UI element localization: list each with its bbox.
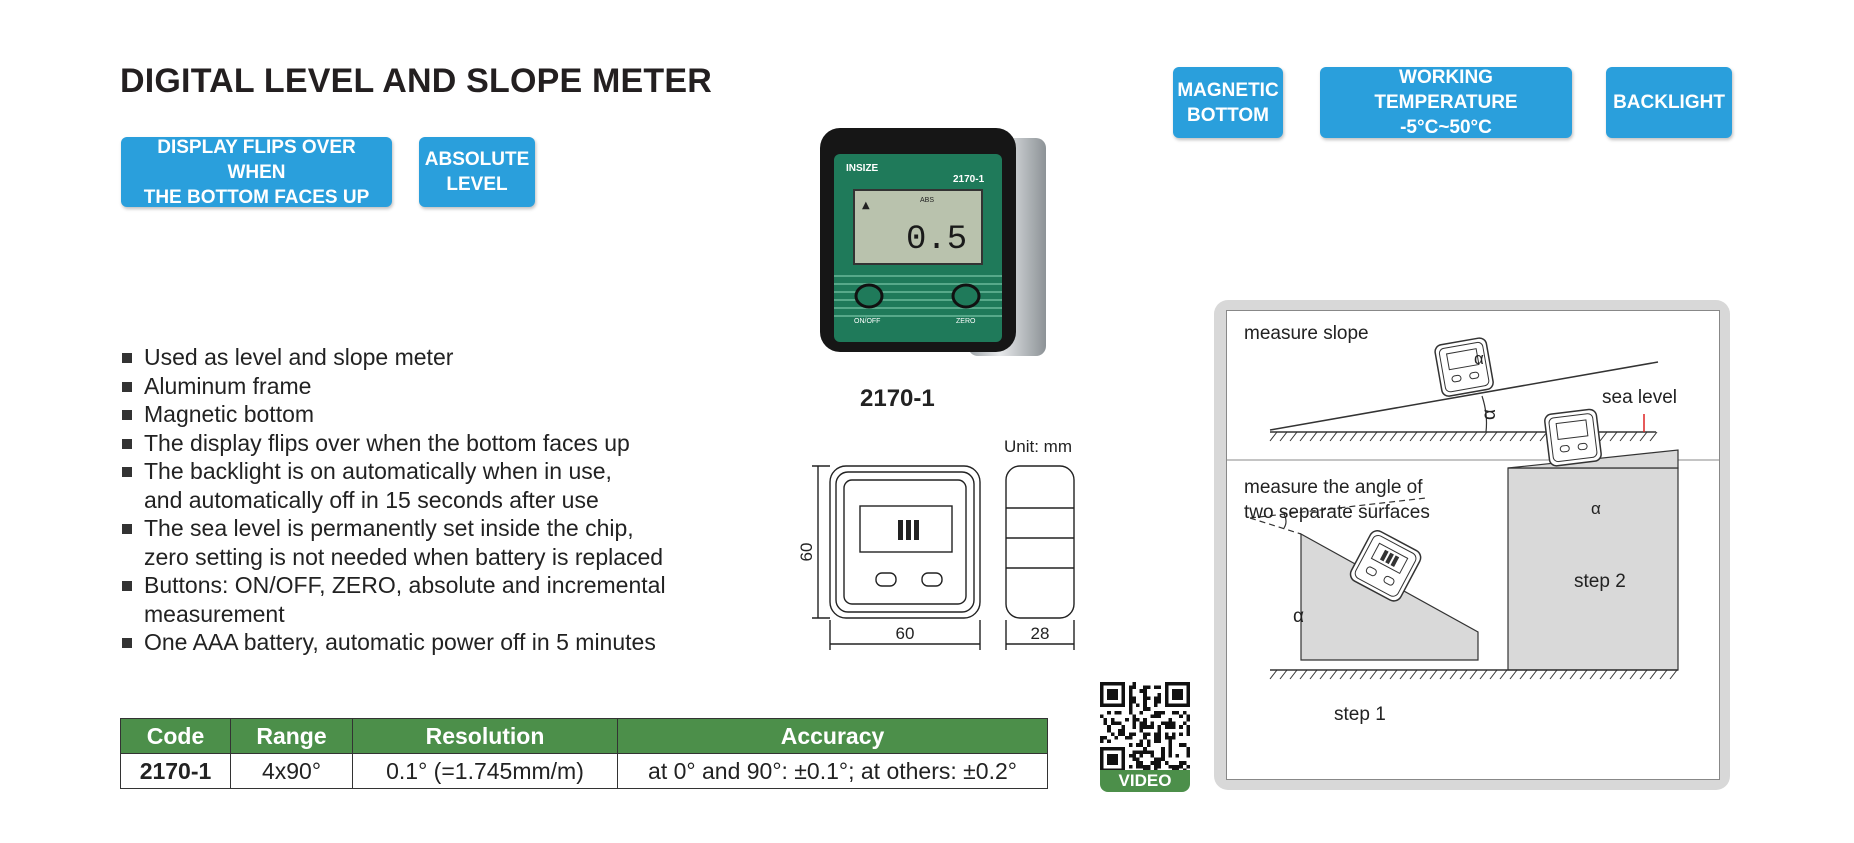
model-label: 2170-1 [860,385,935,412]
badge-line: ABSOLUTE [424,149,530,170]
feature-text: and automatically off in 15 seconds after use [144,486,599,513]
spec-table [120,718,1048,789]
side-view-outer [1006,466,1074,618]
ground-hatch [1270,670,1677,679]
front-view-digits [898,520,919,540]
feature-text: measurement [144,600,285,627]
sea-level-label: sea level [1602,387,1677,408]
feature-item [122,372,666,401]
feature-item [122,343,666,372]
video-label: VIDEO [1100,770,1190,792]
badge-display-flips [121,137,392,207]
bullet-icon [122,467,132,477]
device-zero-label: ZERO [956,318,976,325]
front-view-right-button [922,573,942,586]
feature-item [122,400,666,429]
step-2-device-icon [1544,409,1602,467]
table-cell-resolution: 0.1° (=1.745mm/m) [353,754,618,789]
step-2-label: step 2 [1574,571,1626,592]
table-cell-code: 2170-1 [121,754,231,789]
badge-line: BOTTOM [1187,104,1269,126]
badge-line: WORKING TEMPERATURE [1374,67,1518,113]
usage-diagram-drawing [1226,310,1720,780]
angle-alpha-label: α [1293,606,1304,627]
device-onoff-label: ON/OFF [854,318,881,325]
badge-line: DISPLAY FLIPS OVER WHEN [157,136,356,183]
feature-text: The sea level is permanently set inside the chip, [144,515,634,541]
slope-device-alpha: α [1474,349,1484,368]
table-header-cell: Code [121,719,231,754]
diagram-bottom-caption-line: two separate surfaces [1244,502,1430,523]
front-view-inner [836,472,974,612]
feature-item [122,457,666,486]
badge-line: MAGNETIC [1177,79,1279,101]
unit-label: Unit: mm [1004,437,1072,456]
device-lcd-mode: ABS [920,197,935,204]
badge-line: BACKLIGHT [1613,92,1725,113]
badge-backlight [1606,67,1732,138]
feature-text: Aluminum frame [144,372,312,399]
device-zero-button [953,285,979,307]
diagram-bottom-caption-line: measure the angle of [1244,477,1423,498]
badge-magnetic-bottom [1173,67,1283,138]
feature-text: One AAA battery, automatic power off in 5 minutes [144,629,656,655]
feature-item [122,543,666,572]
feature-text: Buttons: ON/OFF, ZERO, absolute and incremental [144,572,666,598]
badge-line: -5°C~50°C [1400,117,1492,138]
feature-item [122,429,666,458]
table-cell-range: 4x90° [231,754,353,789]
table-header-cell: Range [231,719,353,754]
product-photo [818,126,1048,358]
badge-line: LEVEL [446,174,508,195]
page-title: DIGITAL LEVEL AND SLOPE METER [120,62,713,100]
slope-device-icon [1434,337,1494,397]
step-1-label: step 1 [1334,704,1386,725]
bullet-icon [122,353,132,363]
dimension-depth-value: 28 [1030,624,1050,643]
dimension-drawing [790,458,1090,658]
device-model: 2170-1 [953,174,985,185]
qr-code[interactable] [1100,682,1190,792]
bullet-icon [122,524,132,534]
feature-text: The backlight is on automatically when in use, [144,458,612,484]
dimension-height-value: 60 [797,542,816,562]
diagram-top-caption: measure slope [1244,323,1369,344]
feature-text: Magnetic bottom [144,401,315,427]
feature-text: zero setting is not needed when battery is replaced [144,543,664,570]
device-onoff-button [856,285,882,307]
device-lcd-reading: 0.5 [906,221,968,259]
device-arrow-icon: ▲ [862,200,870,211]
bullet-icon [122,638,132,648]
feature-item [122,571,666,600]
bullet-icon [122,439,132,449]
table-header-cell: Resolution [353,719,618,754]
table-cell-accuracy: at 0° and 90°: ±0.1°; at others: ±0.2° [618,754,1048,789]
badge-line: THE BOTTOM FACES UP [143,186,370,208]
front-view-outer [830,466,980,618]
table-header-cell: Accuracy [618,719,1048,754]
feature-item [122,486,666,515]
bullet-icon [122,581,132,591]
front-view-left-button [876,573,896,586]
feature-text: Used as level and slope meter [144,344,454,370]
feature-text: The display flips over when the bottom faces up [144,429,630,456]
step-2-device-alpha: α [1591,499,1601,518]
table-row [121,754,1048,789]
front-view-face [844,480,966,604]
feature-list [122,343,666,657]
dimension-width-value: 60 [895,624,915,643]
badge-absolute-level [419,137,535,207]
slope-alpha-label: α [1478,409,1500,420]
feature-item [122,600,666,629]
device-brand: INSIZE [846,163,879,174]
qr-code-pattern [1100,682,1190,772]
feature-item [122,514,666,543]
bullet-icon [122,382,132,392]
bullet-icon [122,410,132,420]
table-header-row [121,719,1048,754]
feature-item [122,628,666,657]
badge-working-temperature [1320,67,1572,138]
